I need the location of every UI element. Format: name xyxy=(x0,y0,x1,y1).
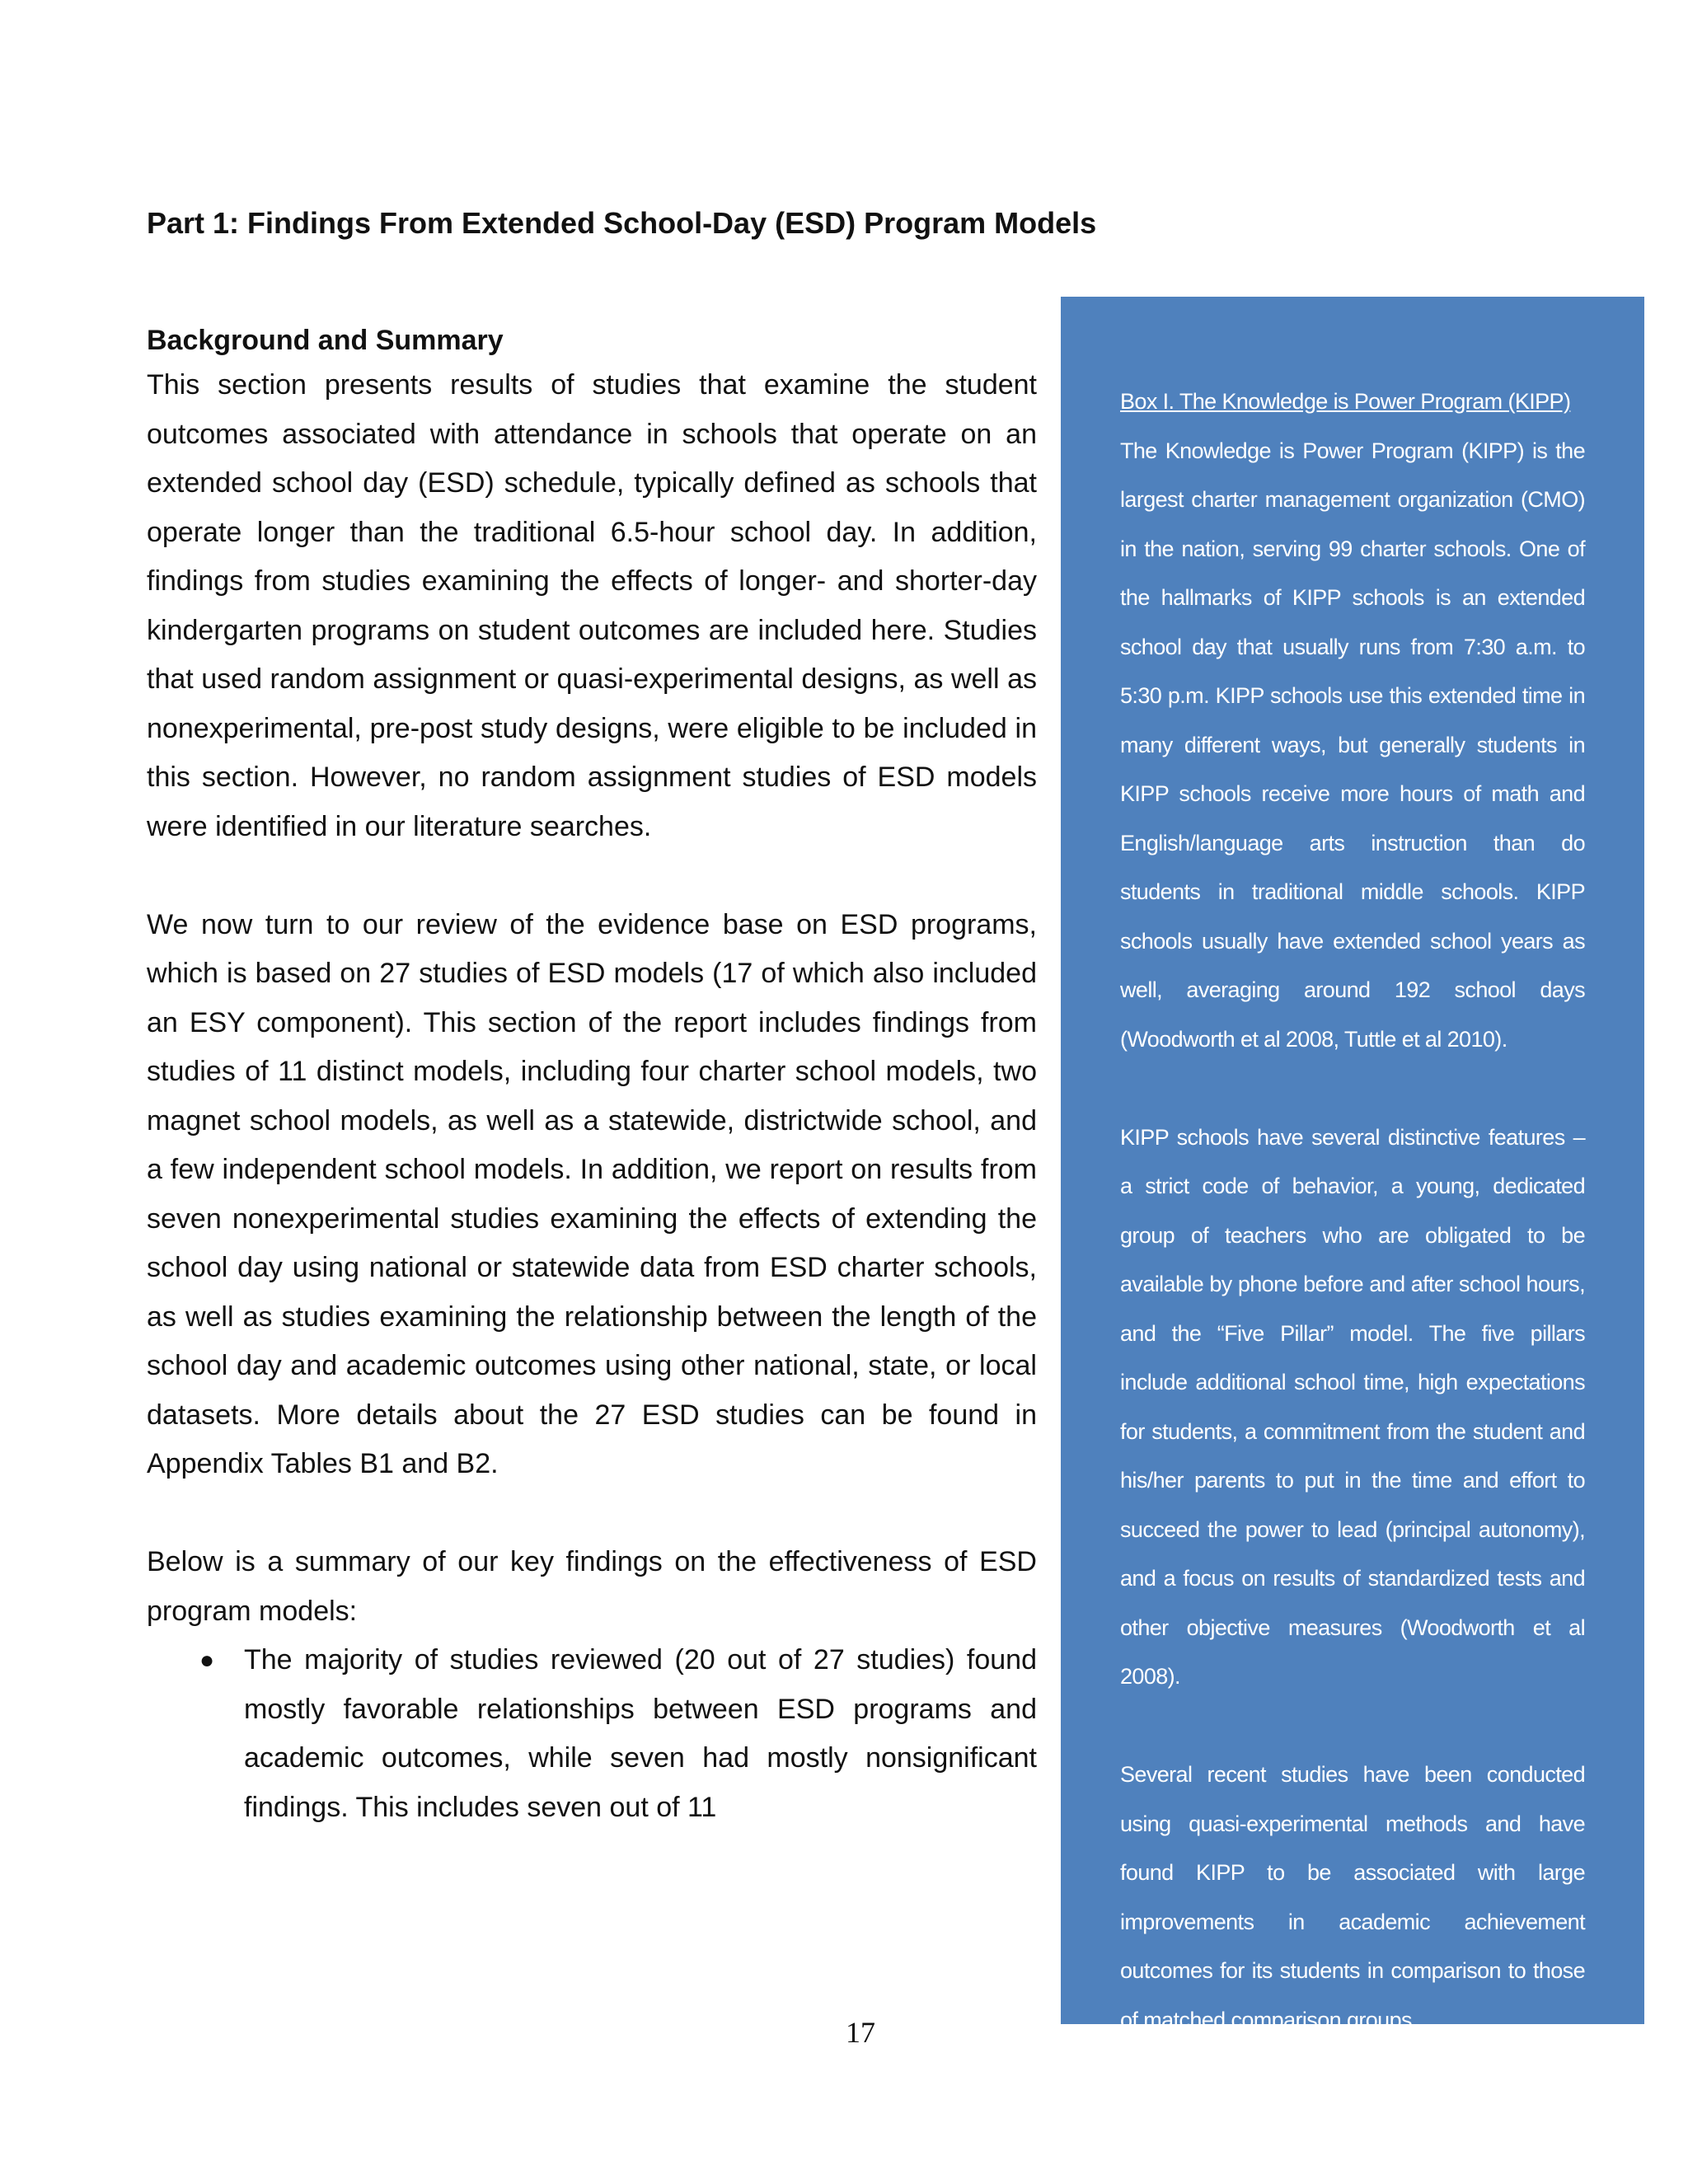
box-paragraph-overview: The Knowledge is Power Program (KIPP) is the largest charter management organization (CMO) in the nation, serving 99 charter schools. One of the hallmarks of KIPP schools is an extended school day that usually runs from 7:30 a.m. to 5:30 p.m. KIPP schools use this extended time in many different ways, but generally students in KIPP schools receive more hours of math and English/language arts instruction than do students in traditional middle schools. KIPP schools usually have extended school years as well, averaging around 192 school days (Woodworth et al 2008, Tuttle et al 2010). xyxy=(1120,438,1585,1052)
kipp-sidebar-box xyxy=(1061,297,1644,2032)
section-heading: Background and Summary xyxy=(147,325,504,356)
box-paragraph-features: KIPP schools have several distinctive features – a strict code of behavior, a young, dedicated group of teachers who are obligated to be available by phone before and after school hours, and the “Five Pillar” model. The five pillars include additional school time, high expectations for students, a commitment from the student and his/her parents to put in the time and effort to succeed the power to lead (principal autonomy), and a focus on results of standardized tests and other objective measures (Woodworth et al 2008). xyxy=(1120,1124,1585,1689)
main-column xyxy=(147,320,1037,1832)
box-paragraph-studies: Several recent studies have been conducted using quasi-experimental methods and have found KIPP to be associated with large improvements in academic achievement outcomes for its students in comparison to those of matched comparison groups. xyxy=(1120,1762,1585,2032)
key-findings-list xyxy=(147,1636,1037,1832)
list-item-text: The majority of studies reviewed (20 out of 27 studies) found mostly favorable relationships between ESD programs and academic outcomes, while seven had mostly nonsignificant findings. This includes seven out of 11 xyxy=(244,1644,1037,1823)
part-title: Part 1: Findings From Extended School-Day (ESD) Program Models xyxy=(147,206,1097,240)
page-number: 17 xyxy=(846,2016,875,2049)
summary-lead-paragraph: Below is a summary of our key findings on the effectiveness of ESD program models: xyxy=(147,1546,1037,1627)
list-item xyxy=(147,1636,1037,1832)
box-title: Box I. The Knowledge is Power Program (KIPP) xyxy=(1120,389,1571,414)
evidence-paragraph: We now turn to our review of the evidence base on ESD programs, which is based on 27 studies of ESD models (17 of which also included an ESY component). This section of the report includes findings from studies of 11 distinct models, including four charter school models, two magnet school models, as well as a statewide, districtwide school, and a few independent school models. In addition, we report on results from seven nonexperimental studies examining the effects of extending the school day using national or statewide data from ESD charter schools, as well as studies examining the relationship between the length of the school day and academic outcomes using other national, state, or local datasets. More details about the 27 ESD studies can be found in Appendix Tables B1 and B2. xyxy=(147,908,1037,1479)
bullet-icon: ● xyxy=(199,1647,215,1674)
intro-paragraph: This section presents results of studies that examine the student outcomes associated with attendance in schools that operate on an extended school day (ESD) schedule, typically defined as schools that operate longer than the traditional 6.5-hour school day. In addition, findings from studies examining the effects of longer- and shorter-day kindergarten programs on student outcomes are included here. Studies that used random assignment or quasi-experimental designs, as well as nonexperimental, pre-post study designs, were eligible to be included in this section. However, no random assignment studies of ESD models were identified in our literature searches. xyxy=(147,369,1037,842)
